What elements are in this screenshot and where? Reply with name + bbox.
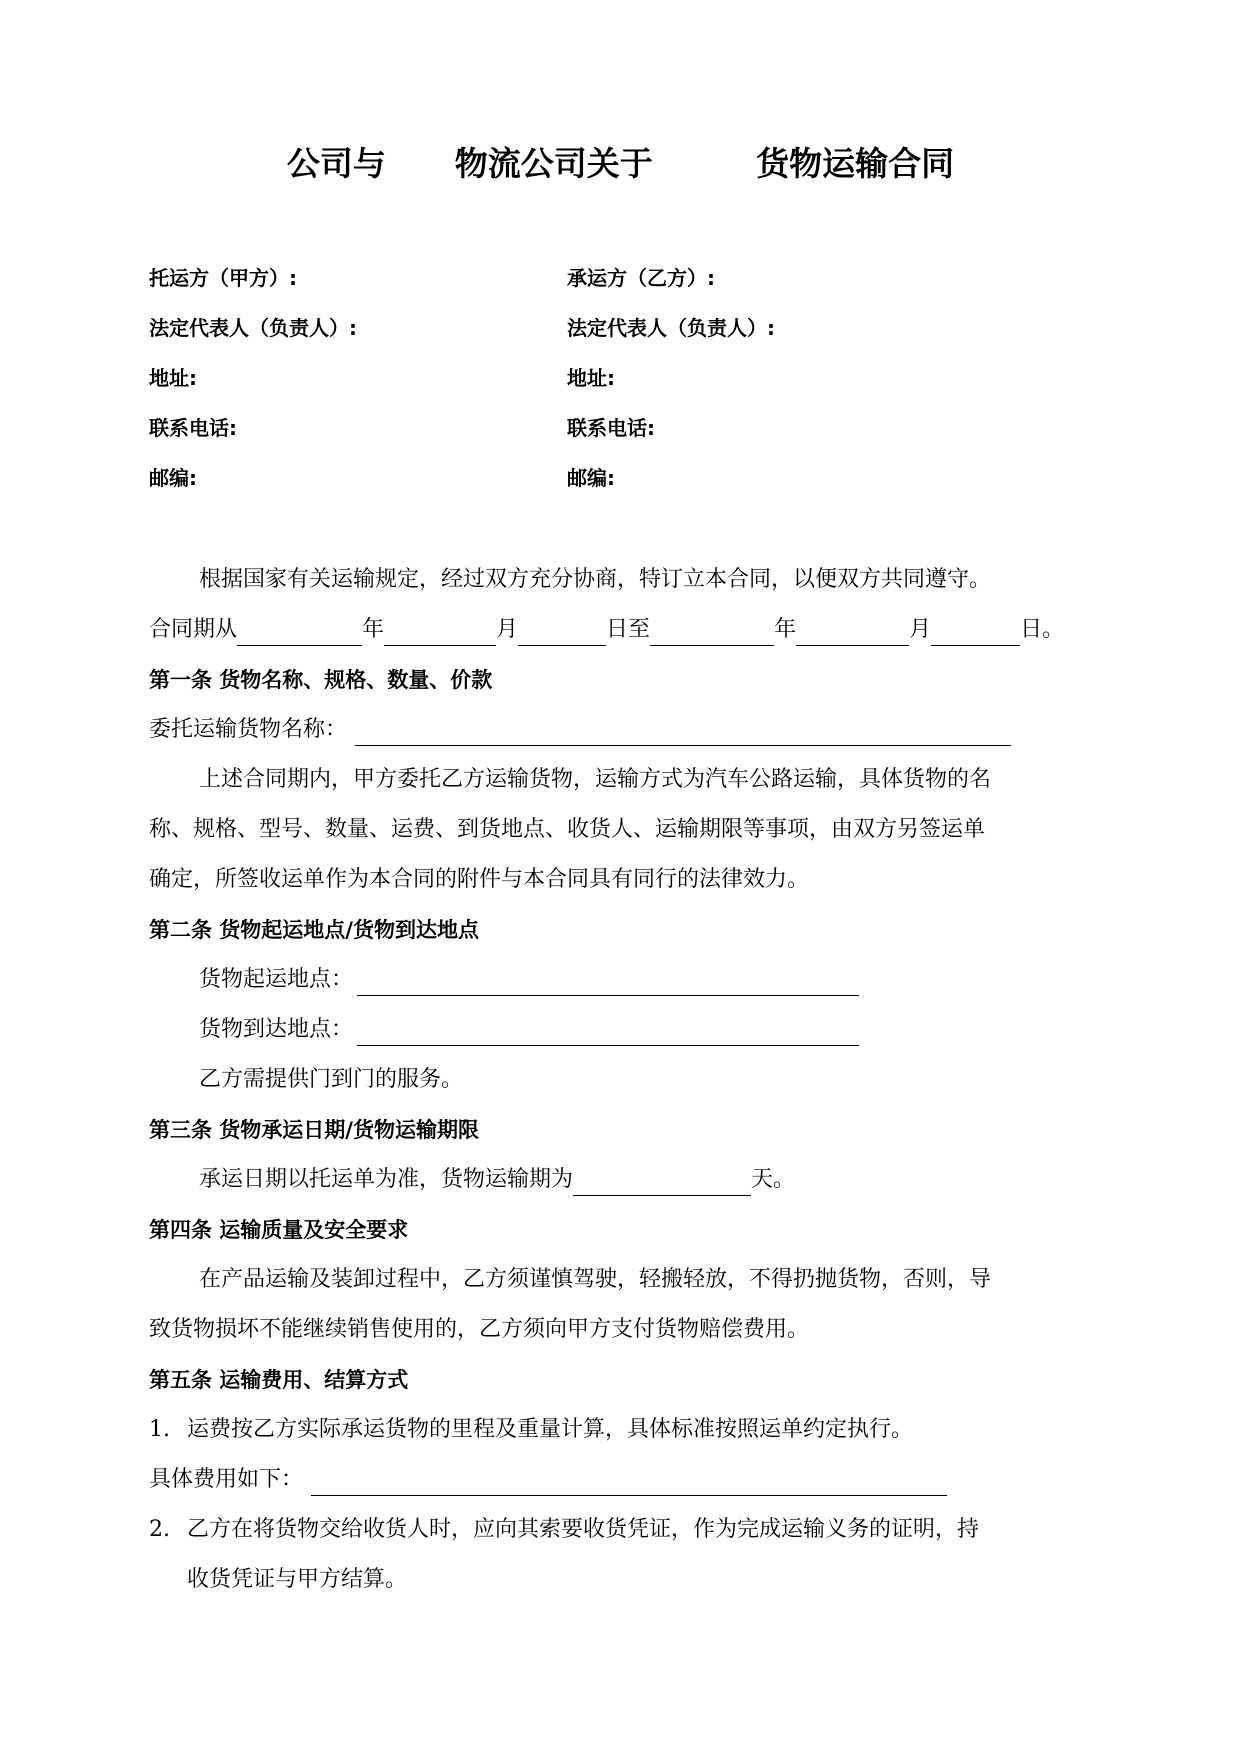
item-1-text: 运费按乙方实际承运货物的里程及重量计算，具体标准按照运单约定执行。 bbox=[187, 1417, 914, 1442]
cost-blank[interactable] bbox=[311, 1469, 947, 1496]
carrier-phone-label: 联系电话: bbox=[567, 416, 655, 440]
period-prefix: 合同期从 bbox=[149, 617, 238, 642]
cost-line bbox=[149, 1464, 947, 1496]
shipper-label: 托运方（甲方）: bbox=[149, 266, 297, 290]
period-year-2: 年 bbox=[774, 617, 797, 642]
period-day-end: 日。 bbox=[1020, 617, 1065, 642]
article-1-paragraph-line-1: 上述合同期内，甲方委托乙方运输货物，运输方式为汽车公路运输，具体货物的名 bbox=[199, 767, 992, 792]
article-5-item-1 bbox=[149, 1414, 913, 1446]
item-1-number: 1. bbox=[149, 1417, 170, 1442]
article-1-paragraph-line-2: 称、规格、型号、数量、运费、到货地点、收货人、运输期限等事项，由双方另签运单 bbox=[149, 817, 986, 842]
cost-label: 具体费用如下： bbox=[149, 1467, 304, 1492]
start-month-blank[interactable] bbox=[384, 619, 496, 646]
door-to-door-service: 乙方需提供门到门的服务。 bbox=[199, 1067, 464, 1092]
carrier-label: 承运方（乙方）: bbox=[567, 266, 715, 290]
shipper-zip-label: 邮编: bbox=[149, 466, 197, 490]
transport-period-text: 承运日期以托运单为准，货物运输期为 bbox=[199, 1167, 574, 1192]
period-day-to: 日至 bbox=[606, 617, 651, 642]
article-4-heading: 第四条 运输质量及安全要求 bbox=[149, 1218, 409, 1242]
shipper-rep-label: 法定代表人（负责人）: bbox=[149, 316, 357, 340]
origin-line bbox=[199, 964, 859, 996]
article-2-heading: 第二条 货物起运地点/货物到达地点 bbox=[149, 918, 479, 942]
article-1-heading: 第一条 货物名称、规格、数量、价款 bbox=[149, 668, 493, 692]
intro-paragraph: 根据国家有关运输规定，经过双方充分协商，特订立本合同，以便双方共同遵守。 bbox=[199, 567, 992, 592]
carrier-rep-label: 法定代表人（负责人）: bbox=[567, 316, 775, 340]
transport-period-unit: 天。 bbox=[751, 1167, 796, 1192]
end-day-blank[interactable] bbox=[931, 619, 1020, 646]
destination-blank[interactable] bbox=[357, 1019, 859, 1046]
transport-period-line bbox=[199, 1164, 795, 1196]
end-year-blank[interactable] bbox=[650, 619, 774, 646]
article-5-item-2 bbox=[149, 1514, 979, 1546]
shipper-phone-label: 联系电话: bbox=[149, 416, 237, 440]
article-4-paragraph-line-2: 致货物损坏不能继续销售使用的，乙方须向甲方支付货物赔偿费用。 bbox=[149, 1317, 810, 1342]
document-title: 公司与 物流公司关于 货物运输合同 bbox=[286, 144, 955, 183]
carrier-zip-label: 邮编: bbox=[567, 466, 615, 490]
start-year-blank[interactable] bbox=[237, 619, 362, 646]
goods-name-label: 委托运输货物名称： bbox=[149, 717, 348, 742]
shipper-address-label: 地址: bbox=[149, 366, 197, 390]
article-5-heading: 第五条 运输费用、结算方式 bbox=[149, 1368, 409, 1392]
goods-name-blank[interactable] bbox=[355, 719, 1011, 746]
period-month-1: 月 bbox=[496, 617, 519, 642]
article-4-paragraph-line-1: 在产品运输及装卸过程中，乙方须谨慎驾驶，轻搬轻放，不得扔抛货物，否则，导 bbox=[199, 1267, 992, 1292]
period-year-1: 年 bbox=[362, 617, 385, 642]
origin-blank[interactable] bbox=[357, 969, 859, 996]
period-month-2: 月 bbox=[909, 617, 932, 642]
destination-line bbox=[199, 1014, 859, 1046]
article-3-heading: 第三条 货物承运日期/货物运输期限 bbox=[149, 1118, 479, 1142]
transport-days-blank[interactable] bbox=[573, 1169, 751, 1196]
article-1-paragraph-line-3: 确定，所签收运单作为本合同的附件与本合同具有同行的法律效力。 bbox=[149, 867, 810, 892]
item-2-text-line-1: 乙方在将货物交给收货人时，应向其索要收货凭证，作为完成运输义务的证明，持 bbox=[187, 1517, 980, 1542]
carrier-address-label: 地址: bbox=[567, 366, 615, 390]
destination-label: 货物到达地点： bbox=[199, 1017, 354, 1042]
contract-period-line bbox=[149, 614, 1064, 646]
item-2-number: 2. bbox=[149, 1517, 170, 1542]
start-day-blank[interactable] bbox=[518, 619, 606, 646]
goods-name-line bbox=[149, 714, 1011, 746]
end-month-blank[interactable] bbox=[796, 619, 909, 646]
item-2-text-line-2: 收货凭证与甲方结算。 bbox=[187, 1567, 408, 1592]
origin-label: 货物起运地点： bbox=[199, 967, 354, 992]
